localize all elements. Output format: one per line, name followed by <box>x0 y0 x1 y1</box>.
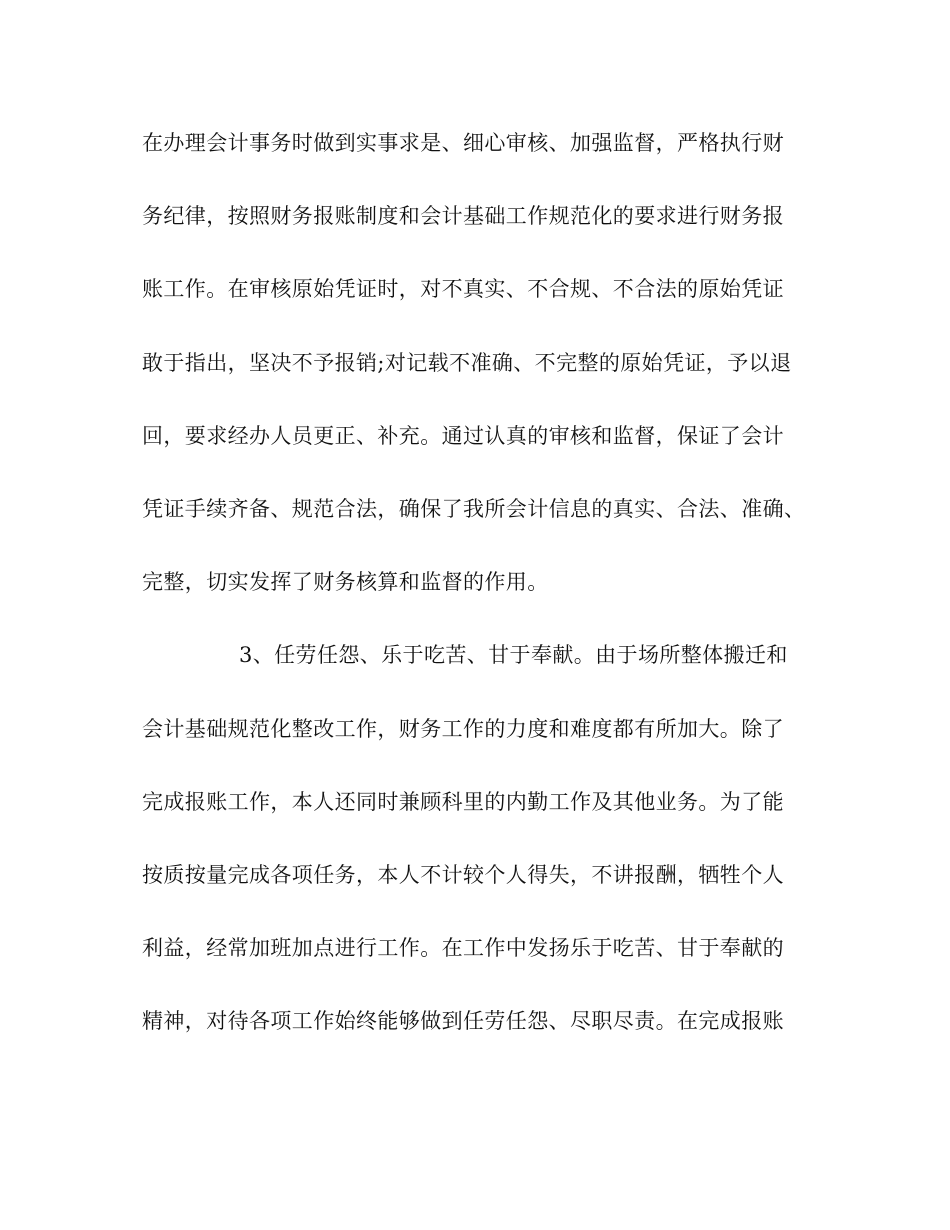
text-line: 账工作。在审核原始凭证时，对不真实、不合规、不合法的原始凭证 <box>142 277 784 302</box>
text-line: 在办理会计事务时做到实事求是、细心审核、加强监督，严格执行财 <box>142 131 784 155</box>
section-heading-line: 3、任劳任怨、乐于吃苦、甘于奉献。由于场所整体搬迁和 <box>239 643 788 668</box>
text-line: 完成报账工作，本人还同时兼顾科里的内勤工作及其他业务。为了能 <box>142 789 784 814</box>
text-line: 回，要求经办人员更正、补充。通过认真的审核和监督，保证了会计 <box>142 423 784 448</box>
text-line: 精神，对待各项工作始终能够做到任劳任怨、尽职尽责。在完成报账 <box>142 1009 784 1034</box>
text-line: 凭证手续齐备、规范合法，确保了我所会计信息的真实、合法、准确、 <box>142 496 806 521</box>
text-line: 完整，切实发挥了财务核算和监督的作用。 <box>142 570 549 595</box>
text-line: 利益，经常加班加点进行工作。在工作中发扬乐于吃苦、甘于奉献的 <box>142 936 784 961</box>
text-line: 务纪律，按照财务报账制度和会计基础工作规范化的要求进行财务报 <box>142 204 784 229</box>
body-text <box>142 118 822 1069</box>
text-line: 会计基础规范化整改工作，财务工作的力度和难度都有所加大。除了 <box>142 716 784 741</box>
text-line: 敢于指出，坚决不予报销;对记载不准确、不完整的原始凭证，予以退 <box>142 350 792 375</box>
text-line: 按质按量完成各项任务，本人不计较个人得失，不讲报酬，牺牲个人 <box>142 862 784 887</box>
